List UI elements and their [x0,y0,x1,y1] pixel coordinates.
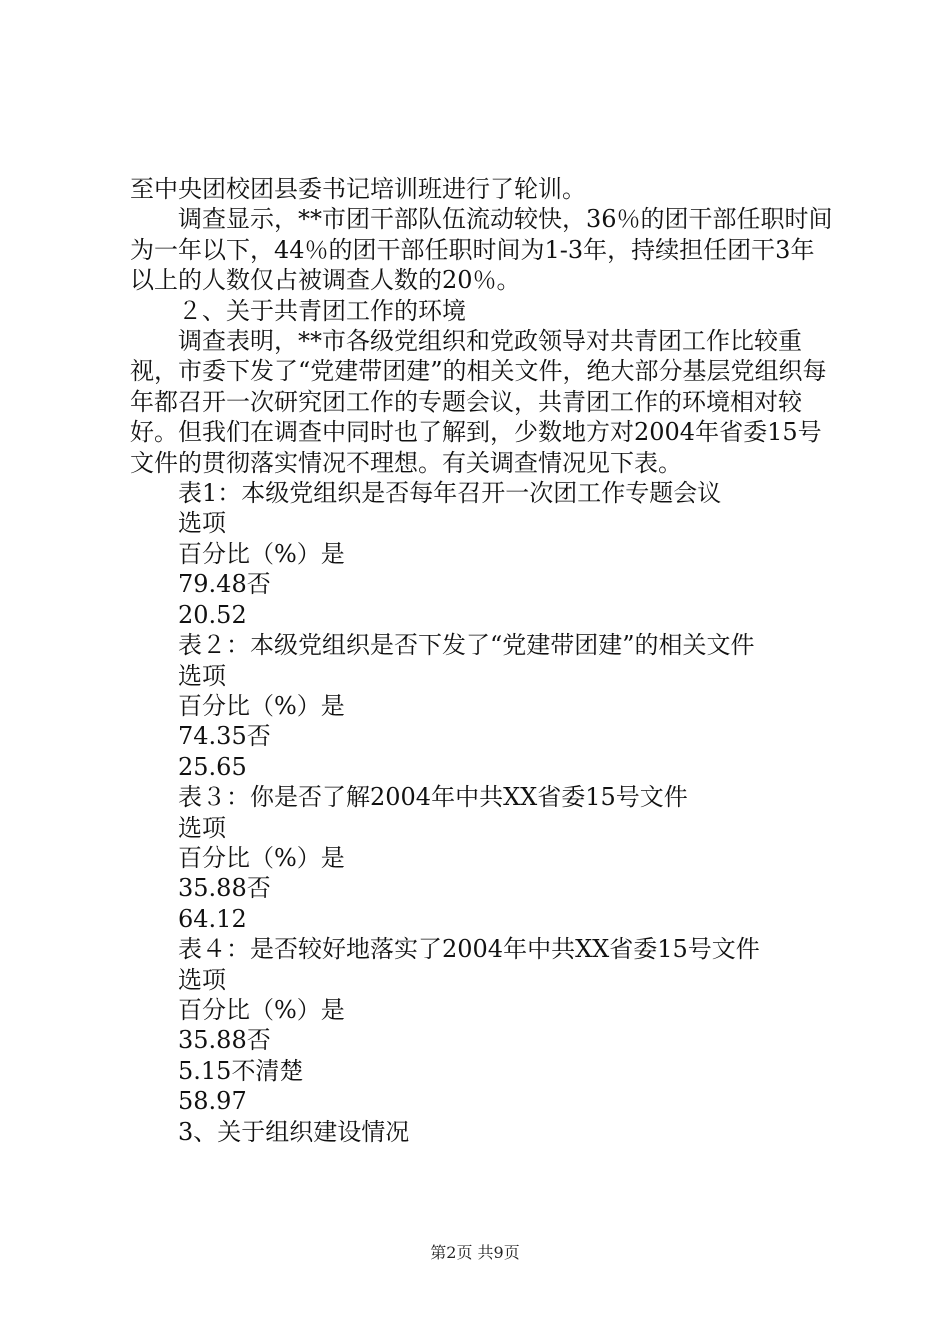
document-body [130,174,835,1147]
table4-header-percent: 百分比（%）是 [178,995,345,1024]
table3-row-yes: 35.88否 [178,874,271,903]
table1-row-no: 20.52 [178,600,247,629]
table3-header-percent: 百分比（%）是 [178,843,345,872]
table2-row-no: 25.65 [178,752,247,781]
section-heading-organization: 3、关于组织建设情况 [178,1117,410,1146]
table2-row-yes: 74.35否 [178,722,271,751]
table1-caption: 表1：本级党组织是否每年召开一次团工作专题会议 [178,479,722,508]
paragraph-continuation: 至中央团校团县委书记培训班进行了轮训。 [130,175,586,203]
table4-row-unclear: 58.97 [178,1087,247,1116]
table3-header-option: 选项 [178,813,226,842]
table1-row-yes: 79.48否 [178,570,271,599]
table3-row-no: 64.12 [178,904,247,933]
section-heading-environment: ２、关于共青团工作的环境 [178,296,466,325]
table1-header-percent: 百分比（%）是 [178,539,345,568]
table4-caption: 表４：是否较好地落实了2004年中共XX省委15号文件 [178,935,760,964]
table4-header-option: 选项 [178,965,226,994]
table4-row-no: 5.15不清楚 [178,1056,304,1085]
table2-header-percent: 百分比（%）是 [178,691,345,720]
paragraph-survey-findings: 调查表明，**市各级党组织和党政领导对共青团工作比较重视，市委下发了“党建带团建”的相关文件，绝大部分基层党组织每年都召开一次研究团工作的专题会议，共青团工作的环境相对较好。但我们在调查中同时也了解到，少数地方对2004年省委15号文件的贯彻落实情况不理想。有关调查情况见下表。 [130,327,827,477]
table1-header-option: 选项 [178,509,226,538]
page-footer: 第2页 共9页 [430,1243,520,1262]
paragraph-survey-results: 调查显示，**市团干部队伍流动较快，36％的团干部任职时间为一年以下，44％的团干部任职时间为1-3年，持续担任团干3年以上的人数仅占被调查人数的20％。 [130,205,833,295]
table4-row-yes: 35.88否 [178,1026,271,1055]
table2-caption: 表２：本级党组织是否下发了“党建带团建”的相关文件 [178,631,755,660]
table3-caption: 表３：你是否了解2004年中共XX省委15号文件 [178,783,688,812]
table2-header-option: 选项 [178,661,226,690]
